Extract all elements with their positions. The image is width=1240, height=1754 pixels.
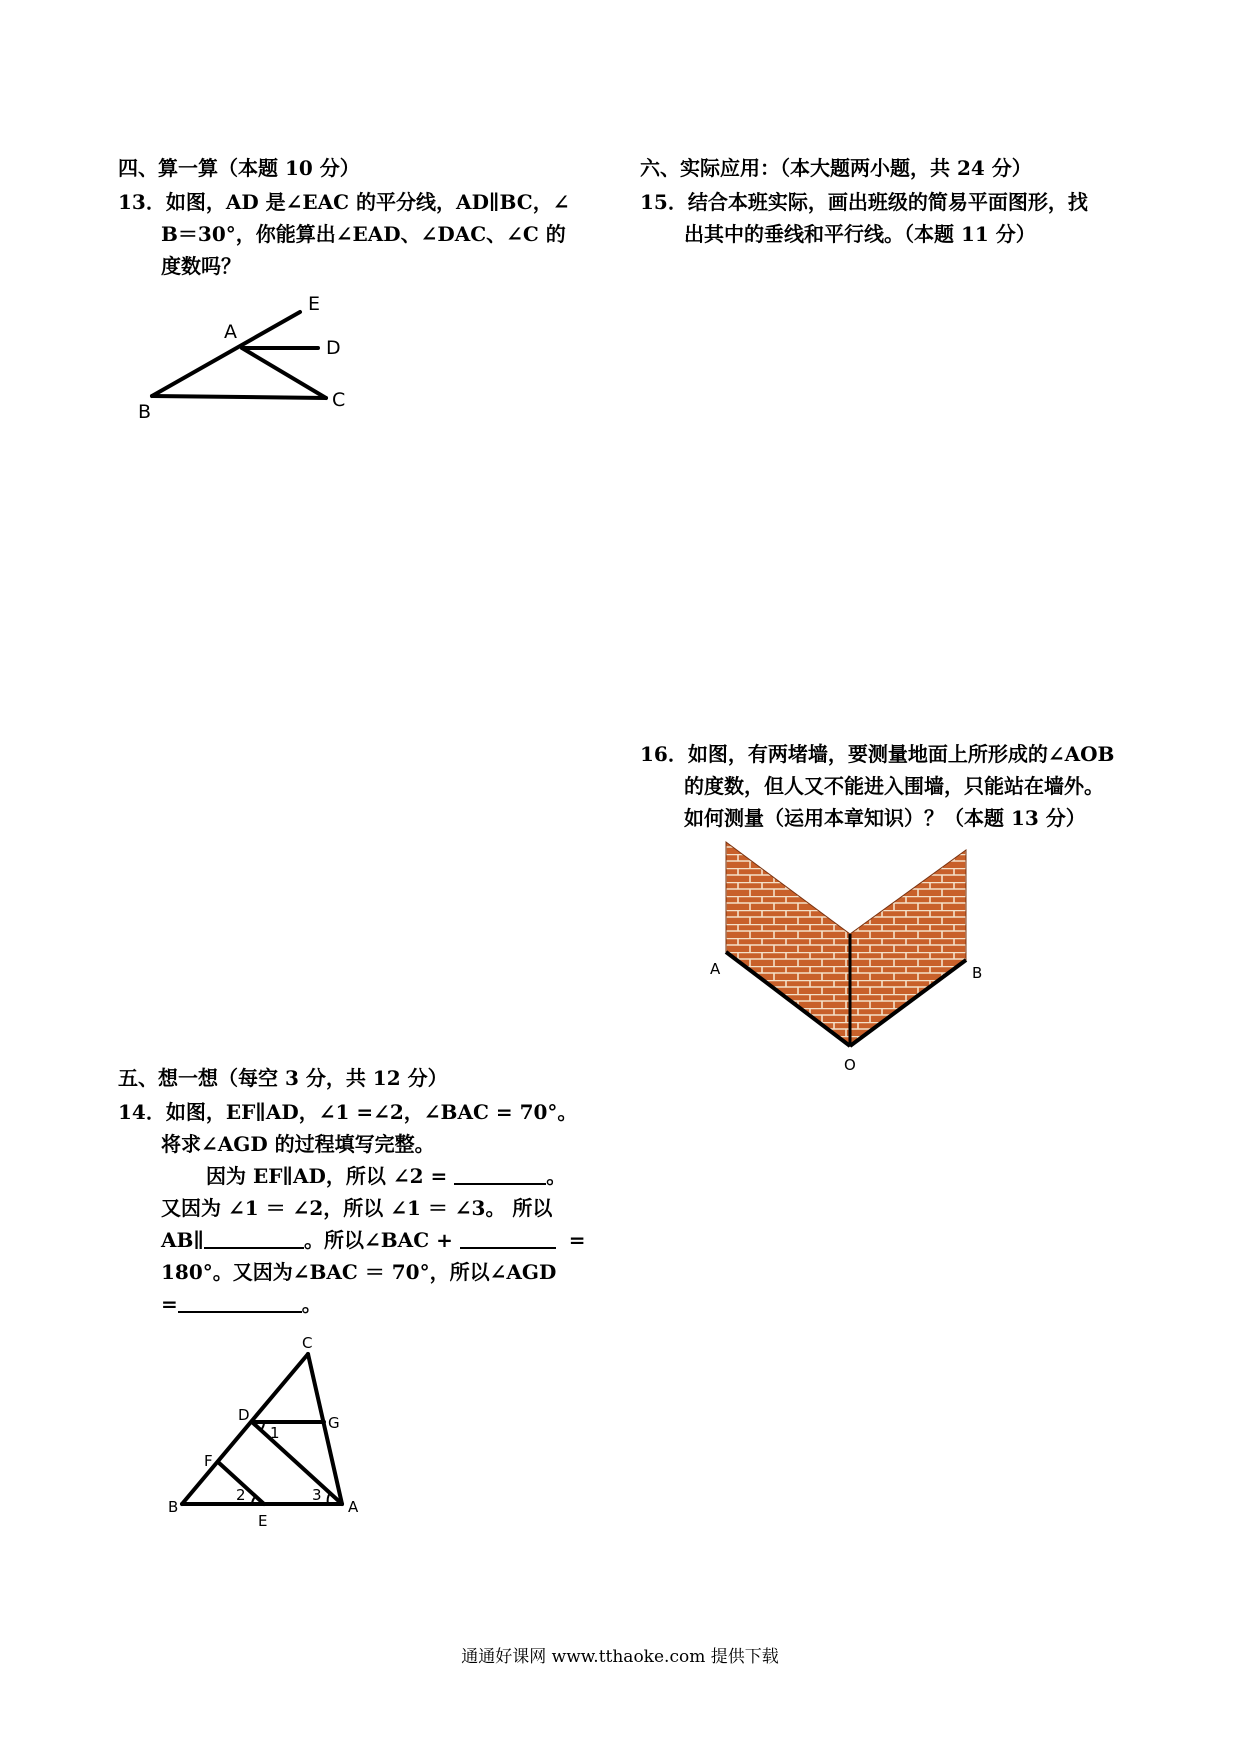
q13-line1: 13．如图，AD 是∠EAC 的平分线，AD∥BC，∠ <box>118 190 570 214</box>
q14-line5-text-c: = <box>568 1228 586 1252</box>
q14-line7-text-a: = <box>161 1292 178 1316</box>
label-e: E <box>258 1512 268 1530</box>
q14-line5 <box>161 1224 586 1253</box>
label-g: G <box>328 1414 340 1432</box>
q14-line3-text: 因为 EF∥AD，所以 ∠2 = <box>206 1164 448 1188</box>
q14-line3-end: 。 <box>546 1164 567 1188</box>
answer-blank-2[interactable] <box>204 1229 304 1249</box>
label-b: B <box>972 964 983 982</box>
label-a: A <box>224 321 237 343</box>
label-d: D <box>326 337 341 359</box>
left-wall <box>726 842 850 1046</box>
label-c: C <box>332 389 346 411</box>
q14-line2: 将求∠AGD 的过程填写完整。 <box>161 1132 435 1156</box>
q16-line2: 的度数，但人又不能进入围墙，只能站在墙外。 <box>684 774 1104 798</box>
label-3: 3 <box>312 1486 322 1504</box>
q14-line1: 14．如图，EF∥AD，∠1 =∠2，∠BAC = 70°。 <box>118 1100 578 1124</box>
figure-13 <box>130 290 390 423</box>
line-da <box>252 1422 342 1504</box>
figure-14 <box>160 1330 380 1530</box>
line-bc <box>152 396 326 398</box>
answer-blank-3[interactable] <box>460 1229 556 1249</box>
label-c: C <box>302 1334 313 1352</box>
label-2: 2 <box>236 1486 246 1504</box>
line-bc <box>182 1354 308 1504</box>
label-a: A <box>710 960 721 978</box>
q13-line2: B＝30°，你能算出∠EAD、∠DAC、∠C 的 <box>161 222 566 246</box>
section5-heading: 五、想一想（每空 3 分，共 12 分） <box>118 1066 448 1090</box>
q15-line1: 15．结合本班实际，画出班级的简易平面图形，找 <box>640 190 1088 214</box>
q14-line5-text-a: AB∥ <box>161 1228 205 1252</box>
right-wall <box>850 850 966 1046</box>
q14-line4: 又因为 ∠1 ＝ ∠2，所以 ∠1 ＝ ∠3。 所以 <box>161 1196 553 1220</box>
q16-line3: 如何测量（运用本章知识）？（本题 13 分） <box>684 806 1086 830</box>
q13-line3: 度数吗？ <box>161 254 241 278</box>
label-f: F <box>204 1452 213 1470</box>
label-b: B <box>168 1498 179 1516</box>
q14-line5-text-b: 。所以∠BAC + <box>304 1228 453 1252</box>
answer-blank-4[interactable] <box>178 1293 302 1313</box>
q15-line2: 出其中的垂线和平行线。（本题 11 分） <box>684 222 1036 246</box>
label-a: A <box>348 1498 359 1516</box>
section6-heading: 六、实际应用：（本大题两小题，共 24 分） <box>640 156 1032 180</box>
q14-line7 <box>161 1288 322 1317</box>
q14-line6: 180°。又因为∠BAC ＝ 70°，所以∠AGD <box>161 1260 557 1284</box>
figure-16-walls <box>708 840 988 1080</box>
label-o: O <box>844 1056 856 1074</box>
line-ac <box>242 348 326 398</box>
q14-line7-text-b: 。 <box>301 1292 322 1316</box>
label-e: E <box>308 293 321 315</box>
q16-line1: 16．如图，有两堵墙，要测量地面上所形成的∠AOB <box>640 742 1115 766</box>
page-footer: 通通好课网 www.tthaoke.com 提供下载 <box>461 1647 779 1667</box>
section4-heading: 四、算一算（本题 10 分） <box>118 156 360 180</box>
label-1: 1 <box>270 1424 280 1442</box>
label-d: D <box>238 1406 250 1424</box>
answer-blank-1[interactable] <box>454 1165 546 1185</box>
q14-line3 <box>206 1160 566 1189</box>
label-b: B <box>138 401 152 423</box>
